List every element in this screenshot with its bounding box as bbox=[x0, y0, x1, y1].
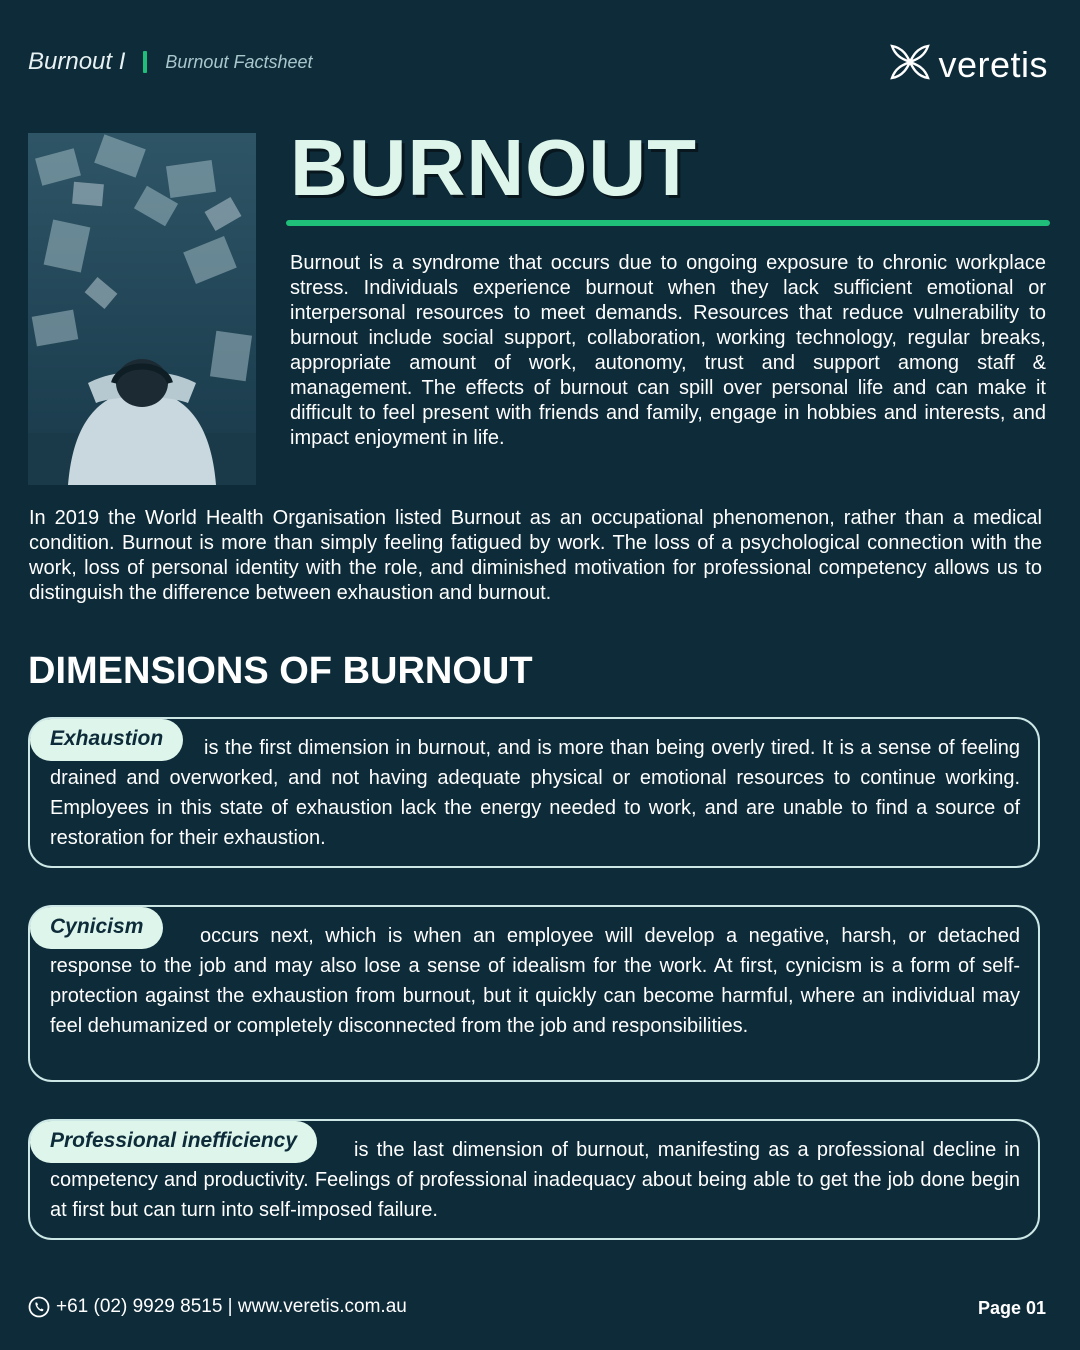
dimension-text-cynicism: occurs next, which is when an employee will develop a negative, harsh, or detached response to the job and may also lose a sense of idealism for the work. At first, cynicism is a form of self-protection against the exhaustion from burnout, but it quickly can become harmful, where an individual may feel dehumanized or completely disconnected from the job and responsibilities. bbox=[50, 925, 1020, 1037]
dimension-label-cynicism: Cynicism bbox=[30, 907, 163, 949]
intro-paragraph: Burnout is a syndrome that occurs due to ongoing exposure to chronic workplace stress. Individuals experience burnout when they lack sufficient emotional or interpersonal resources to meet demands. Resources that reduce vulnerability to burnout include social support, collaboration, working technology, regular breaks, appropriate amount of work, autonomy, trust and support among staff & management. The effects of burnout can spill over personal life and can make it difficult to feel present with friends and family, engage in hobbies and interests, and impact enjoyment in life. bbox=[290, 252, 1046, 449]
who-paragraph: In 2019 the World Health Organisation listed Burnout as an occupational phenomenon, rather than a medical condition. Burnout is more than simply feeling fatigued by work. The loss of a psychological connection with the work, loss of personal identity with the role, and diminished motivation for professional competency allows us to distinguish the difference between exhaustion and burnout. bbox=[29, 507, 1042, 604]
logo-text: veretis bbox=[938, 43, 1048, 85]
footer-contact bbox=[28, 1296, 407, 1318]
leaf-knot-icon bbox=[888, 40, 932, 89]
dimension-card-exhaustion bbox=[28, 717, 1040, 868]
title-underline bbox=[286, 220, 1050, 226]
dimension-text-exhaustion: is the first dimension in burnout, and is more than being overly tired. It is a sense of feeling drained and overworked, and not having adequate physical or emotional resources to continue working. Employees in this state of exhaustion lack the energy needed to work, and are unable to find a source of restoration for their exhaustion. bbox=[50, 737, 1020, 849]
header-divider bbox=[143, 51, 147, 73]
header-subtitle: Burnout Factsheet bbox=[165, 51, 313, 72]
hero-photo bbox=[28, 133, 256, 485]
dimension-text-inefficiency: is the last dimension of burnout, manifesting as a professional decline in competency and productivity. Feelings of professional inadequacy about being able to get the job done begin at first but can turn into self-imposed failure. bbox=[50, 1139, 1020, 1221]
page-number: Page 01 bbox=[977, 1298, 1046, 1318]
dimension-card-inefficiency bbox=[28, 1119, 1040, 1240]
dimension-label-exhaustion: Exhaustion bbox=[30, 719, 183, 761]
header bbox=[28, 48, 313, 76]
dimension-card-cynicism bbox=[28, 905, 1040, 1082]
contact-text[interactable]: +61 (02) 9929 8515 | www.veretis.com.au bbox=[56, 1296, 407, 1317]
phone-icon bbox=[28, 1296, 50, 1318]
brand-logo[interactable] bbox=[888, 40, 1048, 89]
dimension-label-inefficiency: Professional inefficiency bbox=[30, 1121, 317, 1163]
page-title: BURNOUT bbox=[290, 123, 697, 212]
header-title: Burnout I bbox=[28, 48, 126, 75]
dimensions-heading: DIMENSIONS OF BURNOUT bbox=[28, 650, 533, 692]
